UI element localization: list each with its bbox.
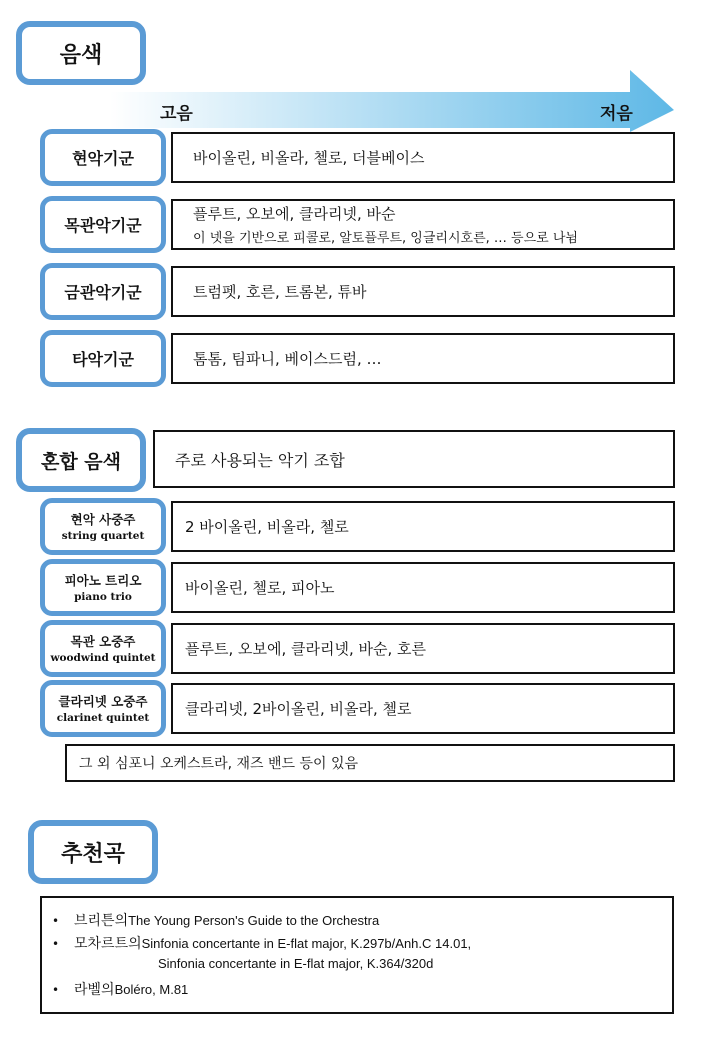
work-title: Sinfonia concertante in E-flat major, K.364/320d (158, 956, 434, 971)
group-name: 현악기군 (72, 149, 134, 168)
ensemble-box-clarinet-quintet (171, 683, 675, 734)
ensemble-box-woodwind-quintet (171, 623, 675, 674)
bullet-icon: • (52, 914, 60, 928)
ensemble-name-en: string quartet (61, 529, 145, 542)
ensemble-instruments: 플루트, 오보에, 클라리넷, 바순, 호른 (185, 640, 427, 658)
timbre-title-text: 음색 (59, 42, 103, 68)
group-tag-brass (40, 263, 166, 320)
group-tag-strings (40, 129, 166, 186)
ensemble-box-piano-trio (171, 562, 675, 613)
ensemble-instruments: 2 바이올린, 비올라, 첼로 (185, 518, 349, 536)
list-item-continuation (52, 956, 672, 979)
group-name: 타악기군 (72, 350, 134, 369)
ensemble-name-en: piano trio (74, 590, 132, 603)
list-item (52, 979, 672, 1002)
recommend-list (40, 896, 674, 1014)
ensemble-name-en: clarinet quintet (56, 711, 150, 724)
group-box-strings (171, 132, 675, 183)
mixed-title-text: 혼합 음색 (40, 450, 122, 473)
high-pitch-label: 고음 (160, 104, 193, 124)
ensemble-tag-clarinet-quintet (40, 680, 166, 737)
others-text: 그 외 심포니 오케스트라, 재즈 밴드 등이 있음 (79, 756, 359, 772)
group-instruments: 톰톰, 팀파니, 베이스드럼, … (193, 350, 382, 368)
ensemble-tag-string-quartet (40, 498, 166, 555)
work-title: The Young Person's Guide to the Orchestra (128, 913, 380, 928)
ensemble-box-string-quartet (171, 501, 675, 552)
ensemble-name-ko: 목관 오중주 (70, 633, 136, 649)
mixed-description-box (153, 430, 675, 488)
ensemble-name-en: woodwind quintet (50, 651, 156, 664)
group-name: 금관악기군 (64, 283, 142, 302)
list-item (52, 933, 672, 956)
work-title: Sinfonia concertante in E-flat major, K.297b/Anh.C 14.01, (141, 936, 472, 951)
ensemble-name-ko: 클라리넷 오중주 (58, 693, 148, 709)
low-pitch-label: 저음 (600, 104, 633, 124)
pitch-gradient-arrow (110, 92, 670, 134)
ensemble-instruments: 클라리넷, 2바이올린, 비올라, 첼로 (185, 700, 412, 718)
ensemble-name-ko: 피아노 트리오 (64, 572, 142, 588)
bullet-icon: • (52, 983, 60, 997)
work-title: Boléro, M.81 (114, 982, 189, 997)
recommend-title-text: 추천곡 (61, 841, 125, 867)
others-box (65, 744, 675, 782)
ensemble-name-ko: 현악 사중주 (70, 511, 136, 527)
composer: 브리튼의 (74, 913, 129, 929)
group-note: 이 넷을 기반으로 피콜로, 알토플루트, 잉글리시호른, … 등으로 나뉨 (193, 231, 578, 246)
group-box-woodwinds (171, 199, 675, 250)
composer: 모차르트의 (74, 936, 142, 952)
ensemble-tag-piano-trio (40, 559, 166, 616)
composer: 라벨의 (74, 982, 115, 998)
group-box-percussion (171, 333, 675, 384)
group-instruments: 트럼펫, 호른, 트롬본, 튜바 (193, 283, 367, 301)
ensemble-tag-woodwind-quintet (40, 620, 166, 677)
recommend-section-title (28, 820, 158, 884)
group-instruments: 바이올린, 비올라, 첼로, 더블베이스 (193, 149, 425, 167)
ensemble-instruments: 바이올린, 첼로, 피아노 (185, 579, 335, 597)
group-tag-woodwinds (40, 196, 166, 253)
bullet-icon: • (52, 937, 60, 951)
group-instruments: 플루트, 오보에, 클라리넷, 바순 (193, 205, 396, 223)
list-item (52, 910, 672, 933)
group-tag-percussion (40, 330, 166, 387)
mixed-section-title (16, 428, 146, 492)
mixed-description: 주로 사용되는 악기 조합 (175, 450, 345, 470)
group-name: 목관악기군 (64, 216, 142, 235)
group-box-brass (171, 266, 675, 317)
